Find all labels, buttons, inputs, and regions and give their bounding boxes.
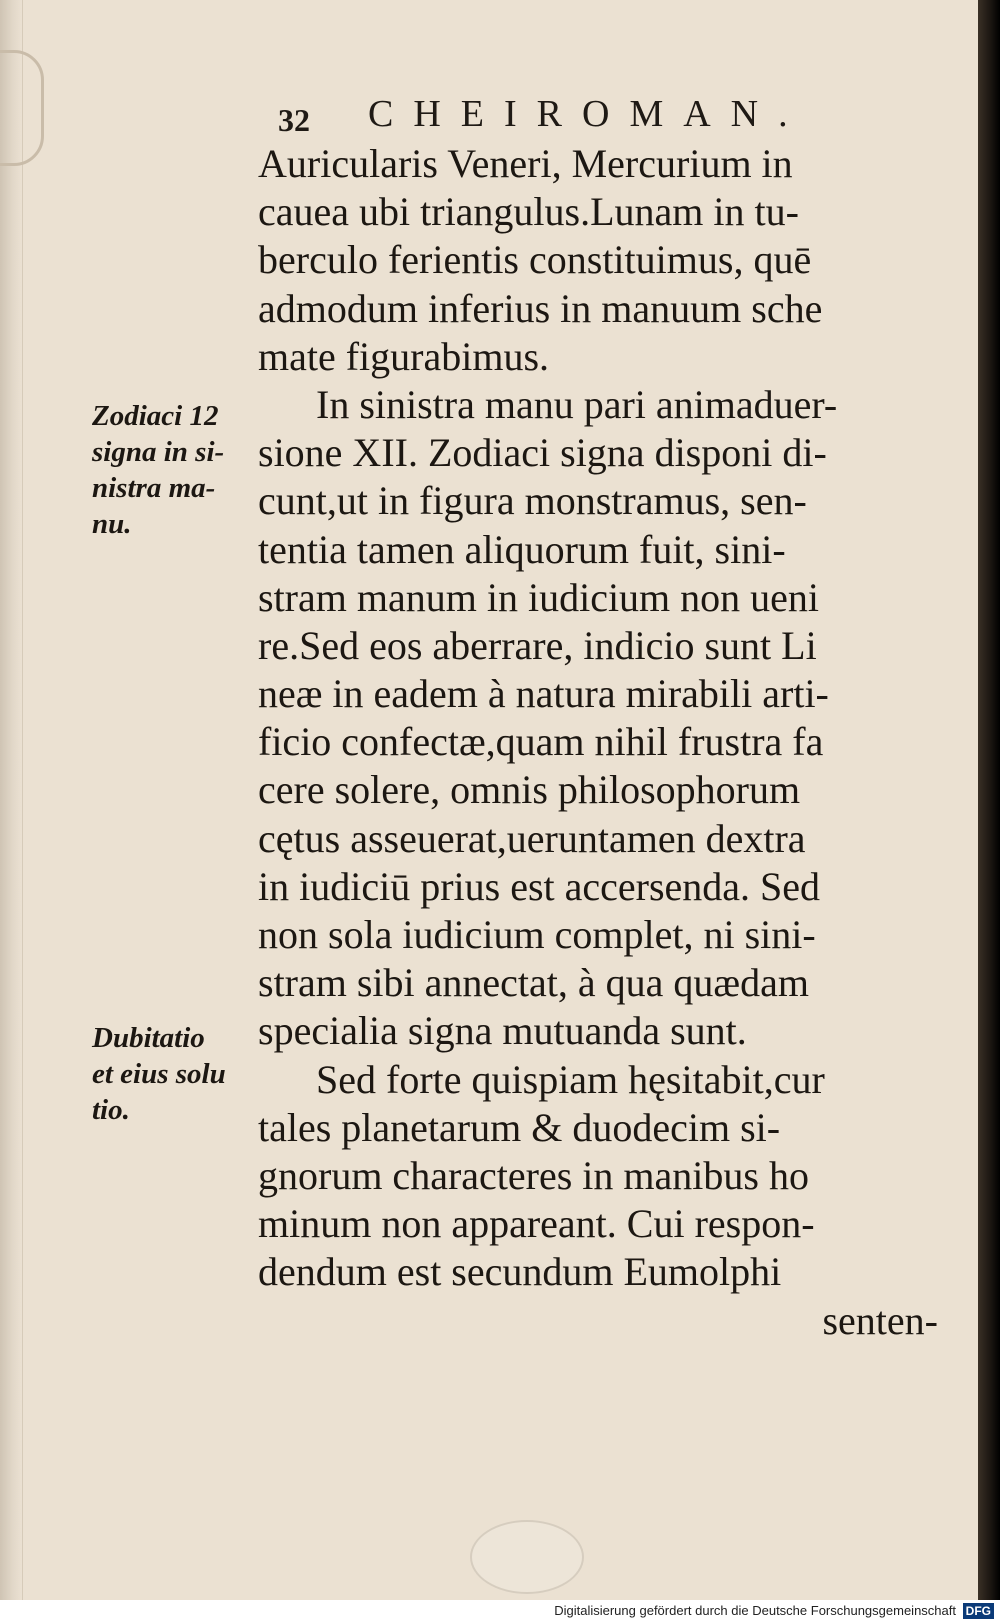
text-line: neæ in eadem à natura mirabili arti-	[258, 671, 829, 717]
page-binding	[0, 0, 23, 1600]
marginal-line: signa in si-	[92, 436, 225, 468]
paper-stain	[470, 1520, 584, 1594]
marginal-line: nistra ma-	[92, 472, 216, 504]
text-line: minum non appareant. Cui respon-	[258, 1201, 815, 1247]
body-text	[258, 140, 938, 1345]
running-head	[270, 80, 870, 140]
text-line: In sinistra manu pari animaduer-	[316, 381, 838, 427]
marginal-line: et eius solu	[92, 1058, 226, 1090]
text-line: Auricularis Veneri, Mercurium in	[258, 141, 793, 186]
text-line: tentia tamen aliquorum fuit, sini-	[258, 526, 786, 572]
footer-credit: Digitalisierung gefördert durch die Deutsche Forschungsgemeinschaft	[554, 1603, 956, 1618]
text-line: sione XII. Zodiaci signa disponi di-	[258, 430, 827, 476]
marginal-line: nu.	[92, 508, 132, 540]
text-line: mate figurabimus.	[258, 333, 550, 379]
text-line: stram manum in iudicium non ueni	[258, 574, 820, 620]
page-number: 32	[278, 102, 310, 138]
page-edge	[978, 0, 1000, 1600]
text-line: tales planetarum & duodecim si-	[258, 1104, 781, 1150]
text-line: admodum inferius in manuum sche	[258, 285, 823, 331]
text-line: in iudiciū prius est accersenda. Sed	[258, 863, 821, 909]
marginal-note-dubitatio	[92, 1020, 272, 1128]
dfg-logo: DFG	[963, 1603, 994, 1619]
text-line: re.Sed eos aberrare, indicio sunt Li	[258, 622, 817, 668]
text-line: cunt,ut in figura monstramus, sen-	[258, 478, 807, 524]
text-line: stram sibi annectat, à qua quædam	[258, 960, 809, 1006]
text-line: cętus asseuerat,ueruntamen dextra	[258, 815, 806, 861]
marginal-line: Dubitatio	[92, 1022, 205, 1054]
marginal-line: tio.	[92, 1094, 130, 1126]
text-line: Sed forte quispiam hęsitabit,cur	[316, 1056, 825, 1102]
text-line: specialia signa mutuanda sunt.	[258, 1008, 747, 1054]
text-line: cauea ubi triangulus.Lunam in tu-	[258, 189, 799, 235]
catchword: senten-	[822, 1297, 938, 1343]
text-line: berculo ferientis constituimus, quē	[258, 237, 812, 283]
marginal-note-zodiac	[92, 398, 272, 542]
running-title: CHEIROMAN.	[368, 93, 808, 135]
clamp-mark	[0, 50, 44, 166]
text-line: cere solere, omnis philosophorum	[258, 767, 801, 813]
text-line: dendum est secundum Eumolphi	[258, 1249, 782, 1295]
text-line: gnorum characteres in manibus ho	[258, 1152, 809, 1198]
marginal-line: Zodiaci 12	[92, 400, 219, 432]
text-line: ficio confectæ,quam nihil frustra fa	[258, 719, 824, 765]
text-line: non sola iudicium complet, ni sini-	[258, 912, 816, 957]
footer-bar	[0, 1600, 1000, 1623]
